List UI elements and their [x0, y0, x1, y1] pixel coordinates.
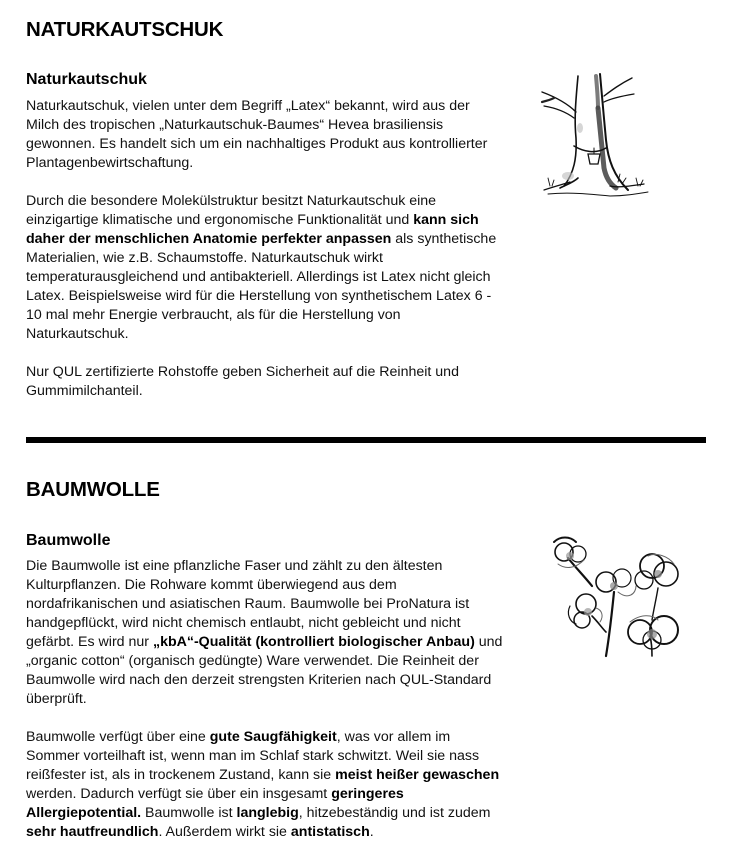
cotton-plant-illustration [540, 528, 710, 658]
section-divider [26, 437, 706, 443]
text-run: , hitzebeständig und ist zudem [298, 805, 491, 821]
text-run: Nur QUL zertifizierte Rohstoffe geben Sicherheit auf die Reinheit und Gummimilchanteil. [26, 364, 459, 399]
bold-text: antistatisch [290, 824, 370, 840]
section-subtitle: Baumwolle [26, 532, 111, 549]
text-run: . [369, 824, 374, 840]
paragraph-gap [26, 709, 706, 728]
bold-text: kann sich daher der menschlichen Anatomie perfekter anpassen [26, 212, 479, 247]
section-title: BAUMWOLLE [26, 478, 160, 501]
paragraph-gap [26, 344, 706, 363]
text-run: . Außerdem wirkt sie [158, 824, 291, 840]
section-subtitle: Naturkautschuk [26, 71, 147, 88]
body-paragraph [26, 363, 506, 401]
bold-text: gute Saugfähigkeit [209, 729, 337, 745]
bold-text: meist heißer gewaschen [335, 767, 500, 783]
bold-text: langlebig [236, 805, 299, 821]
bold-text: sehr hautfreundlich [26, 824, 159, 840]
bold-text: „kbA“-Qualität (kontrolliert biologischer Anbau) [152, 634, 475, 650]
text-run: und „organic cotton“ (organisch gedüngte) Ware verwendet. Die Reinheit der Baumwolle wird nach den derzeit strengsten Kriterien nach QUL-Standard überprüft. [26, 634, 503, 707]
body-paragraph [26, 97, 506, 173]
text-run: Baumwolle verfügt über eine [26, 729, 210, 745]
text-run: als synthetische Materialien, wie z.B. Schaumstoffe. Naturkautschuk wirkt temperaturausgleichend und antibakteriell. Allerdings ist Latex nicht gleich Latex. Beispielsweise wird für die Herstellung von synthetischem Latex 6 - 10 mal mehr Energie verbraucht, als für die Herstellung von Naturkautschuk. [26, 231, 497, 342]
text-run: Baumwolle ist [141, 805, 237, 821]
body-paragraph [26, 192, 506, 344]
text-run: Durch die besondere Molekülstruktur besitzt Naturkautschuk eine einzigartige klimatische und ergonomische Funktionalität und [26, 193, 437, 228]
body-paragraph [26, 557, 506, 709]
text-run: werden. Dadurch verfügt sie über ein insgesamt [26, 786, 332, 802]
body-paragraph [26, 728, 506, 842]
rubber-tree-illustration [540, 68, 650, 200]
text-run: , was vor allem im Sommer vorteilhaft ist, wenn man im Schlaf stark schwitzt. Weil sie nass reißfester ist, als in trockenem Zustand, kann sie [26, 729, 480, 783]
text-run: Die Baumwolle ist eine pflanzliche Faser und zählt zu den ältesten Kulturpflanzen. Die Rohware kommt überwiegend aus dem nordafrikanischen und asiatischen Raum. Baumwolle bei ProNatura ist handgepflückt, wird nicht chemisch entlaubt, nicht gebleicht und nicht gefärbt. Es wird nur [26, 558, 470, 650]
text-run: Naturkautschuk, vielen unter dem Begriff „Latex“ bekannt, wird aus der Milch des tropischen „Naturkautschuk-Baumes“ Hevea brasiliensis gewonnen. Es handelt sich um ein nachhaltiges Produkt aus kontrollierter Plantagenbewirtschaftung. [26, 98, 488, 171]
section-title: NATURKAUTSCHUK [26, 18, 224, 41]
bold-text: geringeres Allergiepotential. [26, 786, 404, 821]
